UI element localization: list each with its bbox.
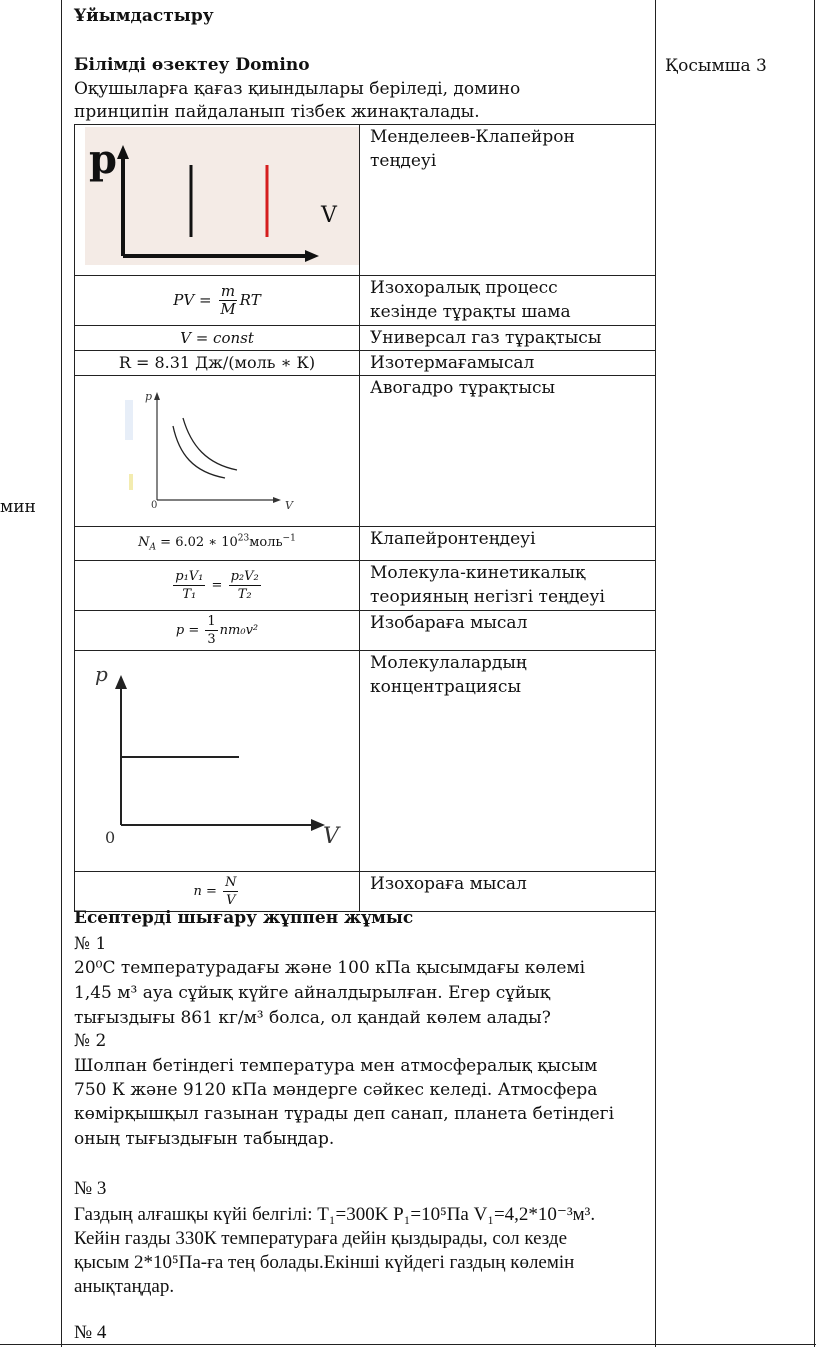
domino-cell-right: [360, 650, 656, 871]
graph-p-label: p: [95, 661, 108, 686]
formula-avogadro: $N_A = 6.02$ ∗ $10^{23}моль^{-1}$: [138, 534, 296, 553]
domino-table: [74, 124, 656, 912]
formula-concentration: n = $\frac{N}{V}$: [193, 874, 237, 908]
formula-mkt: p = $\frac{1}{3}$ nm₀v²: [175, 613, 259, 647]
task-3-line: Газдың алғашқы күйі белгілі: T₁=300K P₁=10⁵Па V₁=4,2*10⁻³м³.: [74, 1204, 596, 1225]
domino-cell-right: [360, 276, 656, 326]
domino-cell-right: [360, 610, 656, 650]
task-2-line: 750 К және 9120 кПа мәндерге сәйкес келеді. Атмосфера: [74, 1080, 598, 1100]
cell-line: Молекула-кинетикалық: [370, 562, 586, 583]
domino-row: [75, 125, 656, 276]
task-3-line: анықтаңдар.: [74, 1276, 175, 1297]
graph-v-label: V: [323, 823, 339, 849]
domino-row: [75, 376, 656, 527]
tasks-heading: Есептерді шығару жұппен жұмыс: [74, 908, 414, 928]
graph-p-label: p: [89, 136, 117, 183]
task-2-line: Шолпан бетіндегі температура мен атмосфералық қысым: [74, 1056, 598, 1076]
domino-row: [75, 326, 656, 351]
outer-border-left: [61, 0, 62, 1347]
cell-line: теңдеуі: [370, 151, 437, 171]
task-2-line: оның тығыздығын табыңдар.: [74, 1129, 335, 1149]
domino-cell-left: [75, 326, 360, 351]
task-2-line: көмірқышқыл газынан тұрады деп санап, планета бетіндегі: [74, 1104, 615, 1124]
domino-cell-right: [360, 351, 656, 376]
graph-v-label: V: [285, 499, 293, 512]
cell-line: Изотермағамысал: [370, 353, 535, 373]
formula-clapeyron: $\frac{\text{p₁V₁}}{\text{T₁}}$ = $\frac{\text{p₂V₂}}{\text{T₂}}$: [175, 568, 259, 602]
cell-line: кезінде тұрақты шама: [370, 302, 571, 322]
cell-line: теорияның негізгі теңдеуі: [370, 586, 605, 607]
graph-isobar-figure: [75, 651, 359, 864]
task-1-line: 20⁰С температурадағы және 100 кПа қысымдағы көлемі: [74, 958, 586, 978]
domino-cell-left: [75, 527, 360, 561]
cell-line: Изохораға мысал: [370, 873, 527, 894]
cell-line: Молекулалардың: [370, 652, 527, 673]
cell-line: Авогадро тұрақтысы: [370, 378, 556, 398]
graph-isotherm-figure: [75, 376, 359, 519]
task-3-number: № 3: [74, 1178, 107, 1199]
graph-v-label: V: [321, 203, 337, 228]
intro-line-2: принципін пайдаланып тізбек жинақталады.: [74, 102, 480, 122]
task-1-line: тығыздығы 861 кг/м³ болса, ол қандай көлем алады?: [74, 1008, 551, 1028]
cell-line: Изобараға мысал: [370, 612, 528, 633]
task-3-line: Кейін газды 330К температураға дейін қыздырады, сол кезде: [74, 1228, 568, 1249]
domino-row: [75, 650, 656, 871]
formula-mendeleev: PV = $\frac{m}{M}$ RT: [173, 282, 261, 318]
domino-cell-left: [75, 125, 360, 276]
graph-zero-label: 0: [105, 827, 116, 847]
outer-border-right: [814, 0, 815, 1347]
intro-line-1: Оқушыларға қағаз қиындылары беріледі, домино: [74, 79, 521, 99]
domino-cell-left: [75, 650, 360, 871]
domino-cell-left: [75, 610, 360, 650]
domino-cell-left: [75, 351, 360, 376]
graph-isochore-figure: [75, 125, 359, 268]
cell-line: Универсал газ тұрақтысы: [370, 328, 602, 348]
domino-row: [75, 527, 656, 561]
domino-cell-left: [75, 560, 360, 610]
outer-border-bottom: [0, 1344, 816, 1345]
formula-vconst: V = const: [180, 329, 254, 347]
cell-line: Менделеев-Клапейрон: [370, 127, 575, 147]
formula-gas-constant: R = 8.31 Дж/(моль ∗ К): [118, 353, 316, 372]
domino-cell-right: [360, 376, 656, 527]
domino-row: [75, 351, 656, 376]
cell-line: Изохоралық процесс: [370, 278, 558, 298]
cell-line: Клапейронтеңдеуі: [370, 529, 536, 549]
task-1-line: 1,45 м³ ауа сұйық күйге айналдырылған. Егер сұйық: [74, 983, 551, 1003]
graph-p-label: p: [145, 390, 153, 403]
activity-title: Білімді өзектеу Domino: [74, 55, 310, 75]
domino-cell-right: [360, 560, 656, 610]
domino-row: [75, 610, 656, 650]
graph-zero-label: 0: [151, 500, 158, 511]
domino-cell-left: [75, 276, 360, 326]
cell-line: концентрациясы: [370, 676, 521, 697]
section-title: Ұйымдастыру: [74, 6, 214, 26]
domino-row: [75, 560, 656, 610]
domino-cell-left: [75, 376, 360, 527]
task-2-number: № 2: [74, 1031, 107, 1051]
domino-cell-right: [360, 326, 656, 351]
task-3-line: қысым 2*10⁵Па-ға тең болады.Екінші күйдегі газдың көлемін: [74, 1252, 575, 1273]
left-cell-text: мин: [0, 497, 36, 517]
task-1-number: № 1: [74, 934, 107, 954]
domino-row: [75, 276, 656, 326]
right-cell-text: Қосымша 3: [665, 56, 767, 76]
domino-cell-right: [360, 527, 656, 561]
domino-cell-right: [360, 125, 656, 276]
task-4-number: № 4: [74, 1322, 107, 1343]
